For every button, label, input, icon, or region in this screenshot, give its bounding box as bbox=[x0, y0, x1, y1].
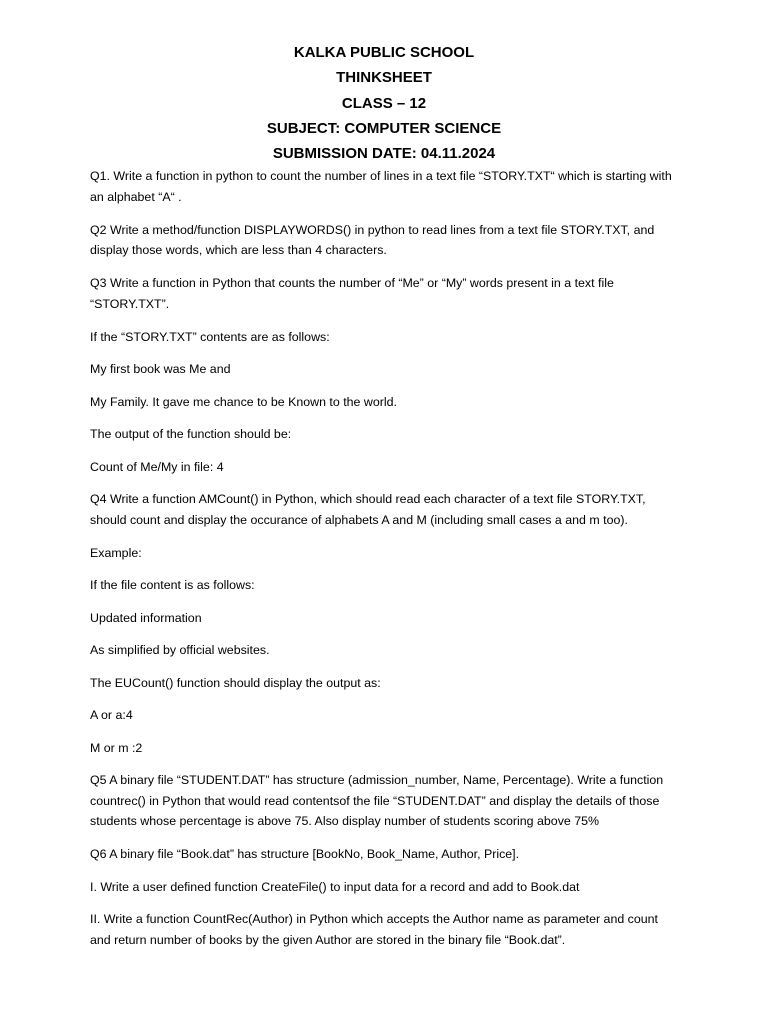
document-body bbox=[90, 166, 680, 963]
school-name: KALKA PUBLIC SCHOOL bbox=[293, 44, 475, 61]
document-title: THINKSHEET bbox=[336, 69, 432, 87]
question-q5: Q5 A binary file “STUDENT.DAT” has structure (admission_number, Name, Percentage). Write a function countrec() in Python that would read contentsof the file “STUDENT.DAT” and display the details of those students whose percentage is above 75. Also display number of students scoring above 75% bbox=[90, 773, 664, 828]
question-q4: Q4 Write a function AMCount() in Python, which should read each character of a text file STORY.TXT, should count and display the occurance of alphabets A and M (including small cases a and m too). bbox=[90, 492, 646, 527]
question-q6-part-1: I. Write a user defined function CreateFile() to input data for a record and add to Book.dat bbox=[90, 879, 580, 894]
paragraph: If the file content is as follows: bbox=[90, 578, 255, 592]
paragraph: The EUCount() function should display the output as: bbox=[90, 675, 381, 690]
paragraph: My Family. It gave me chance to be Known to the world. bbox=[90, 394, 397, 409]
class-label: CLASS – 12 bbox=[341, 94, 427, 112]
question-q6: Q6 A binary file “Book.dat” has structure [BookNo, Book_Name, Author, Price]. bbox=[90, 847, 520, 861]
paragraph: M or m :2 bbox=[90, 740, 143, 755]
paragraph: Count of Me/My in file: 4 bbox=[90, 459, 224, 474]
question-q2: Q2 Write a method/function DISPLAYWORDS() in python to read lines from a text file STORY.TXT, and display those words, which are less than 4 characters. bbox=[90, 222, 655, 257]
question-q6-part-2: II. Write a function CountRec(Author) in Python which accepts the Author name as parameter and count and return number of books by the given Author are stored in the binary file “Book.dat”. bbox=[90, 912, 658, 947]
submission-date: SUBMISSION DATE: 04.11.2024 bbox=[272, 145, 496, 163]
paragraph: My first book was Me and bbox=[90, 362, 231, 376]
paragraph: As simplified by official websites. bbox=[90, 643, 270, 657]
paragraph: If the “STORY.TXT” contents are as follows: bbox=[90, 329, 330, 344]
paragraph: Updated information bbox=[90, 610, 202, 625]
paragraph: Example: bbox=[90, 545, 142, 560]
question-q3: Q3 Write a function in Python that counts the number of “Me” or “My” words present in a text file “STORY.TXT”. bbox=[90, 276, 614, 311]
paragraph: A or a:4 bbox=[90, 708, 133, 722]
question-q1: Q1. Write a function in python to count the number of lines in a text file “STORY.TXT“ which is starting with an alphabet “A“ . bbox=[90, 169, 672, 204]
document-header bbox=[0, 40, 768, 166]
paragraph: The output of the function should be: bbox=[90, 427, 292, 441]
subject-label: SUBJECT: COMPUTER SCIENCE bbox=[266, 119, 502, 137]
